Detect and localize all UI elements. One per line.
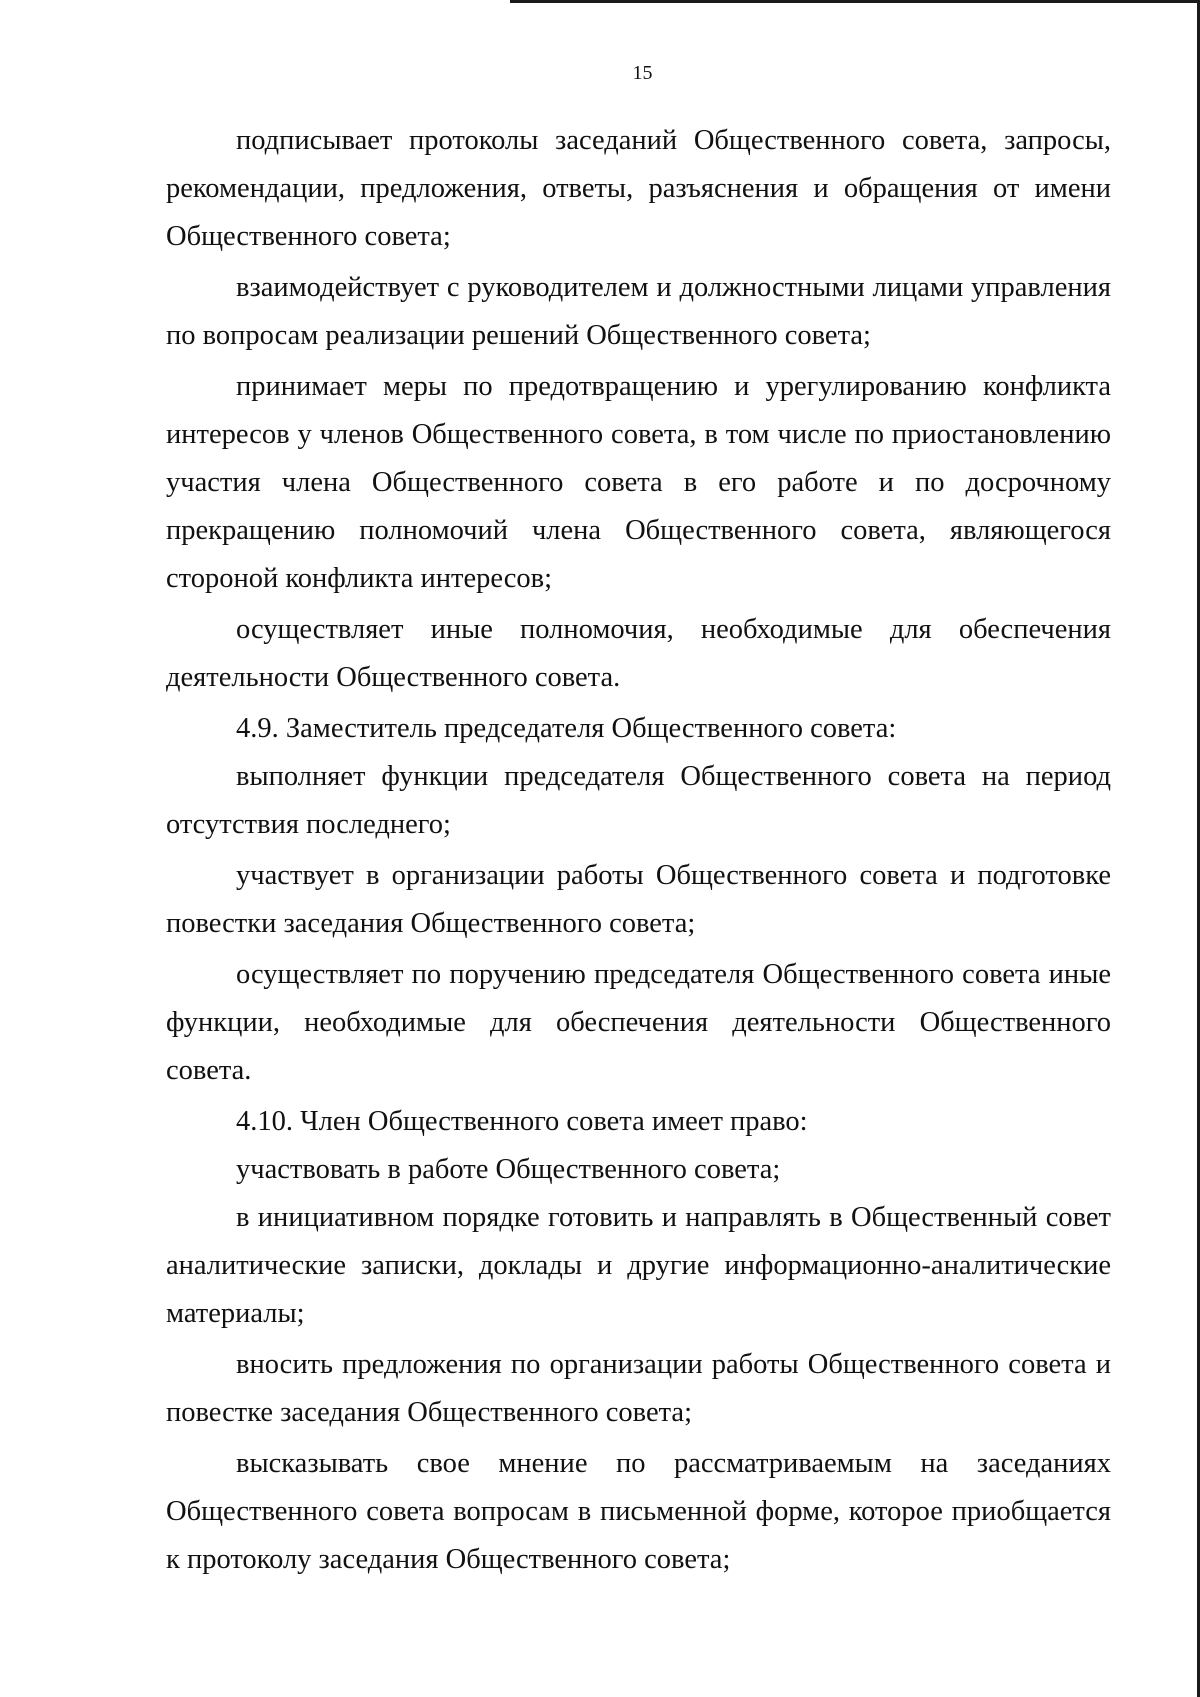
document-body bbox=[166, 117, 1111, 1587]
scan-edge-top bbox=[510, 0, 1200, 3]
paragraph: принимает меры по предотвращению и урегулированию конфликта интересов у членов Общественного совета, в том числе по приостановлению участия члена Общественного совета в его работе и по досрочному прекращению полномочий члена Общественного совета, являющегося стороной конфликта интересов; bbox=[166, 371, 1111, 594]
paragraph: подписывает протоколы заседаний Общественного совета, запросы, рекомендации, предложения, ответы, разъяснения и обращения от имени Общественного совета; bbox=[166, 125, 1111, 252]
paragraph: высказывать свое мнение по рассматриваемым на заседаниях Общественного совета вопросам в письменной форме, которое приобщается к протоколу заседания Общественного совета; bbox=[166, 1448, 1111, 1575]
page-number: 15 bbox=[632, 62, 653, 84]
paragraph: осуществляет по поручению председателя Общественного совета иные функции, необходимые для обеспечения деятельности Общественного совета. bbox=[166, 959, 1111, 1086]
paragraph: взаимодействует с руководителем и должностными лицами управления по вопросам реализации решений Общественного совета; bbox=[166, 272, 1111, 351]
paragraph: вносить предложения по организации работы Общественного совета и повестке заседания Общественного совета; bbox=[166, 1349, 1111, 1428]
paragraph: участвовать в работе Общественного совета; bbox=[236, 1154, 781, 1185]
paragraph: в инициативном порядке готовить и направлять в Общественный совет аналитические записки, доклады и другие информационно-аналитические материалы; bbox=[166, 1202, 1111, 1329]
paragraph: осуществляет иные полномочия, необходимые для обеспечения деятельности Общественного совета. bbox=[166, 614, 1111, 693]
section-heading-4-9: 4.9. Заместитель председателя Общественного совета: bbox=[236, 713, 897, 744]
section-heading-4-10: 4.10. Член Общественного совета имеет право: bbox=[236, 1106, 808, 1137]
paragraph: участвует в организации работы Общественного совета и подготовке повестки заседания Общественного совета; bbox=[166, 860, 1111, 939]
paragraph: выполняет функции председателя Общественного совета на период отсутствия последнего; bbox=[166, 761, 1111, 840]
